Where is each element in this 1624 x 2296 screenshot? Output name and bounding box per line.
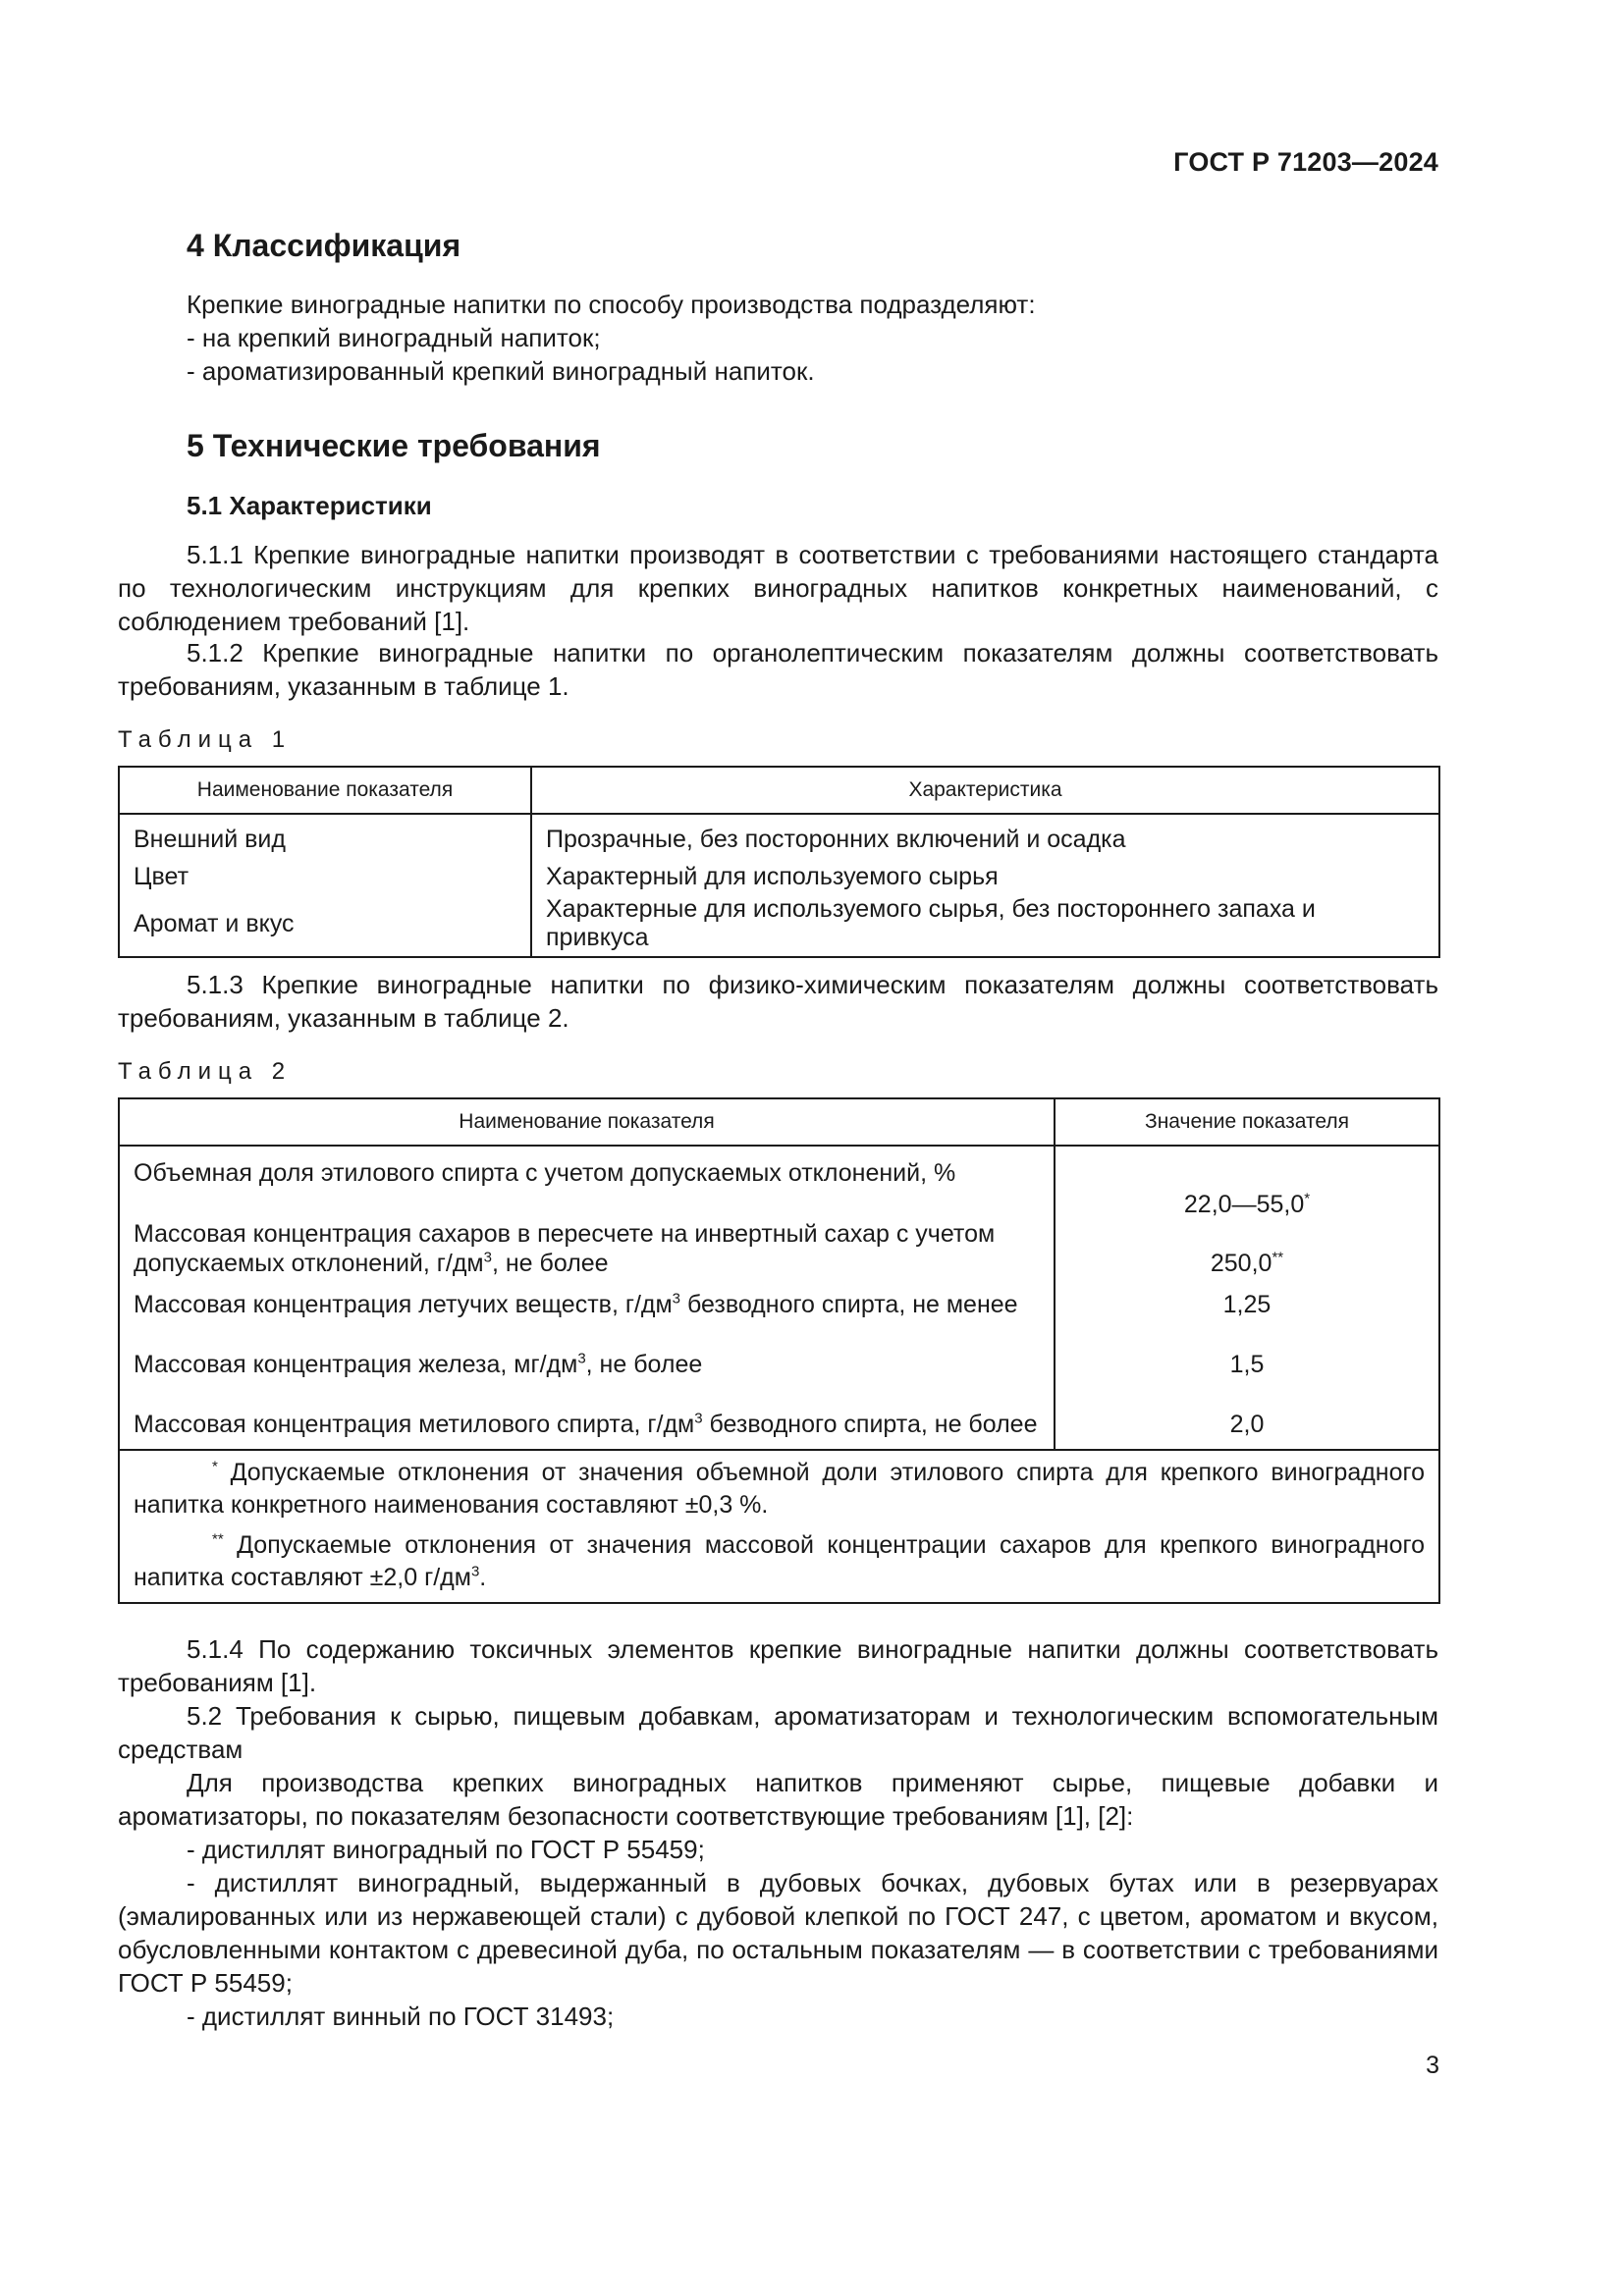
row-3-name [134,1278,1040,1350]
paragraph-5-1-1: 5.1.1 Крепкие виноградные напитки производят в соответствии с требованиями настоящего стандарта по технологическим инструкциям для крепких виноградных напитков конкретных наименований, с соблюдением требований [1]. [118,540,1438,636]
footnote-marker: * [212,1458,218,1475]
footnote-marker: ** [1272,1249,1284,1266]
footnote-marker: ** [212,1530,224,1548]
row-4-name-b: , не более [585,1351,703,1378]
row-3-name-b: безводного спирта, не менее [680,1291,1018,1318]
row-5-name-b: безводного спирта, не более [702,1411,1038,1438]
table-2-header-value: Значение показателя [1055,1098,1439,1146]
table-row [119,814,1439,858]
row-4-name [134,1350,1040,1410]
footnote-text: . [479,1564,487,1591]
footnote-marker: * [1304,1190,1311,1207]
table-cell [1055,1146,1439,1450]
superscript: 3 [577,1350,586,1367]
table-cell: Характерные для используемого сырья, без постороннего запаха и привкуса [531,895,1439,957]
row-5-value: 2,0 [1229,1411,1265,1438]
row-4-value: 1,5 [1229,1351,1265,1378]
superscript: 3 [483,1249,492,1266]
table-1 [118,766,1440,958]
table-row [119,858,1439,895]
footnote-text: Допускаемые отклонения от значения объемной доли этилового спирта для крепкого виноградного напитка конкретного наименования составляют ±0,3 %. [134,1459,1425,1519]
section-4-title: 4 Классификация [187,228,461,263]
table-notes [119,1450,1439,1603]
table-1-caption: Таблица 1 [118,726,293,753]
table-cell: Характерный для используемого сырья [531,858,1439,895]
page-number: 3 [1426,2052,1439,2079]
row-4-name-a: Массовая концентрация железа, мг/дм [134,1351,578,1378]
row-1-name: Объемная доля этилового спирта с учетом допускаемых отклонений, % [134,1159,956,1187]
table-cell: Аромат и вкус [119,895,531,957]
row-5-name [134,1410,1040,1449]
table-2 [118,1097,1440,1604]
superscript: 3 [672,1290,681,1308]
row-1-value [1069,1158,1425,1219]
paragraph-5-1-4: 5.1.4 По содержанию токсичных элементов крепкие виноградные напитки должны соответствовать требованиям [1]. [118,1634,1438,1697]
paragraph-5-1-3: 5.1.3 Крепкие виноградные напитки по физико-химическим показателям должны соответствовать требованиям, указанным в таблице 2. [118,970,1438,1033]
table-cell: Внешний вид [119,814,531,858]
row-3-value: 1,25 [1222,1291,1272,1318]
footnote-text: Допускаемые отклонения от значения массовой концентрации сахаров для крепкого виноградного напитка составляют ±2,0 г/дм [134,1531,1425,1591]
table-notes-row [119,1450,1439,1603]
paragraph-5-2-body: Для производства крепких виноградных напитков применяют сырье, пищевые добавки и ароматизаторы, по показателям безопасности соответствующие требованиям [1], [2]: [118,1768,1438,1831]
table-1-header-name: Наименование показателя [119,767,531,814]
list-item: - на крепкий виноградный напиток; [187,323,601,352]
value-text: 22,0—55,0 [1183,1191,1305,1218]
table-cell [119,1146,1055,1450]
superscript: 3 [694,1410,703,1427]
list-item: - дистиллят виноградный, выдержанный в дубовых бочках, дубовых бутах или в резервуарах (эмалированных или из нержавеющей стали) с дубовой клепкой по ГОСТ 247, с цветом, ароматом и вкусом, обусловленными контактом с древесиной дуба, по остальным показателям — в соответствии с требованиями ГОСТ Р 55459; [118,1868,1438,1998]
table-2-header-name: Наименование показателя [119,1098,1055,1146]
row-2-value [1069,1219,1425,1278]
section-4-intro: Крепкие виноградные напитки по способу производства подразделяют: [187,290,1036,319]
table-row [119,1146,1439,1450]
footnote-2 [134,1529,1425,1594]
paragraph-5-2: 5.2 Требования к сырью, пищевым добавкам, ароматизаторам и технологическим вспомогательным средствам [118,1701,1438,1764]
row-5-name-a: Массовая концентрация метилового спирта, г/дм [134,1411,695,1438]
section-5-title: 5 Технические требования [187,428,601,463]
list-item: - дистиллят виноградный по ГОСТ Р 55459; [187,1835,705,1864]
paragraph-5-1-2: 5.1.2 Крепкие виноградные напитки по органолептическим показателям должны соответствовать требованиям, указанным в таблице 1. [118,638,1438,701]
table-row [119,895,1439,957]
table-2-caption: Таблица 2 [118,1058,293,1085]
table-1-header-characteristic: Характеристика [531,767,1439,814]
row-3-name-a: Массовая концентрация летучих веществ, г/дм [134,1291,673,1318]
table-cell: Прозрачные, без посторонних включений и осадка [531,814,1439,858]
list-item: - дистиллят винный по ГОСТ 31493; [187,2002,615,2031]
document-id: ГОСТ Р 71203—2024 [1173,147,1438,177]
subsection-5-1-title: 5.1 Характеристики [187,491,432,520]
list-item: - ароматизированный крепкий виноградный напиток. [187,356,815,386]
row-2-name-a: Массовая концентрация сахаров в пересчете на инвертный сахар с учетом допускаемых отклонений, г/дм [134,1220,996,1277]
footnote-1 [134,1457,1425,1522]
superscript: 3 [470,1563,480,1580]
row-2-name-b: , не более [491,1250,609,1277]
table-cell: Цвет [119,858,531,895]
value-text: 250,0 [1210,1250,1272,1277]
row-2-name [134,1219,1040,1278]
